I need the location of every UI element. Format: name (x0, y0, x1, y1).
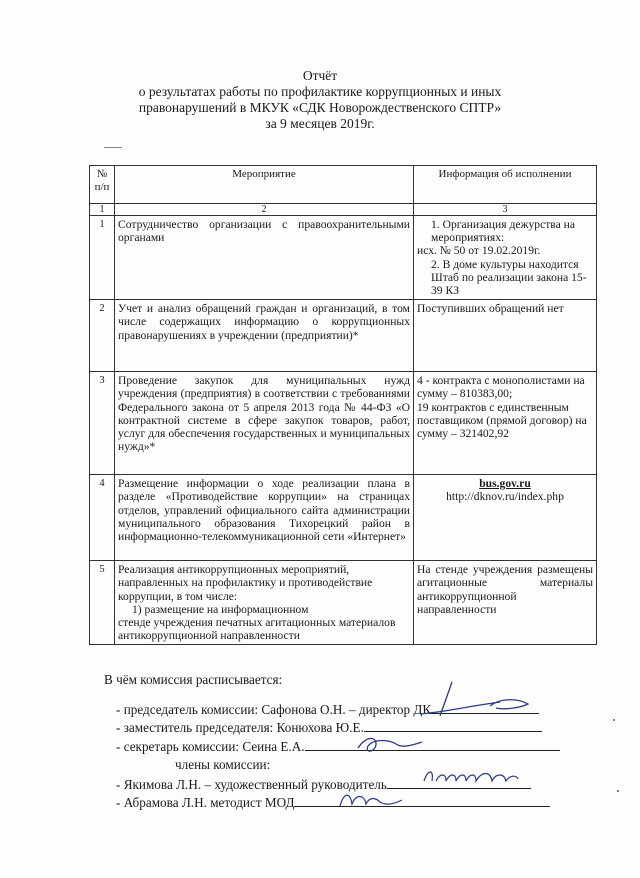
table-row (90, 216, 597, 300)
header-measure: Мероприятие (115, 166, 414, 204)
report-period: за 9 месяцев 2019г. (265, 116, 375, 131)
info-line: bus.gov.ru (479, 477, 531, 491)
signature-line-member-2 (116, 794, 550, 811)
row-measure (115, 561, 414, 645)
table-index-row (90, 204, 597, 216)
signature-label: - Абрамова Л.Н. методист МОД (116, 795, 295, 810)
members-label: члены комиссии: (175, 757, 271, 772)
signature-line-secretary (116, 738, 560, 755)
info-line: 1. Организация дежурства на мероприятиях: (431, 218, 576, 245)
signature-label: - председатель комиссии: Сафонова О.Н. – директор ДК (116, 702, 432, 717)
row-num: 1 (90, 216, 115, 300)
measure-line: стенде учреждения печатных агитационных материалов антикоррупционной направленности (118, 616, 396, 643)
measure-line: Реализация антикоррупционных мероприятий, направленных на профилактику и противодействие коррупции, в том числе: (118, 563, 373, 603)
row-num: 3 (90, 372, 115, 475)
table-row (90, 475, 597, 561)
info-line: Поступивших обращений нет (417, 302, 564, 316)
info-line: исх. № 50 от 19.02.2019г. (417, 244, 541, 258)
report-subtitle-line-1: о результатах работы по профилактике коррупционных и иных (138, 84, 502, 99)
row-info (414, 475, 597, 561)
row-info (414, 300, 597, 372)
signature-label: - секретарь комиссии: Сеина Е.А. (116, 739, 305, 754)
info-line: 2. В доме культуры находится Штаб по реализации закона 15-39 КЗ (431, 257, 587, 298)
measure-line: 1) размещение на информационном (132, 602, 309, 616)
report-title: Отчёт (302, 68, 338, 83)
info-line: На стенде учреждения размещены агитационные материалы антикоррупционной направленности (417, 563, 593, 616)
index-cell: 3 (414, 204, 597, 216)
table-row (90, 372, 597, 475)
header-info: Информация об исполнении (414, 166, 597, 204)
row-measure: Размещение информации о ходе реализации плана в разделе «Противодействие коррупции» на страницах отделов, управлений официального сайта администрации муниципального образования Тихорецкий район в информационно-телекоммуникационной сети «Интернет» (115, 475, 414, 561)
row-info (414, 372, 597, 475)
signature-blank (305, 738, 560, 751)
table-header-row (90, 166, 597, 204)
signature-label: - заместитель председателя: Конюхова Ю.Е. (116, 720, 364, 735)
row-info (414, 561, 597, 645)
row-measure: Проведение закупок для муниципальных нужд учреждения (предприятия) в соответствии с требованиями Федерального закона от 5 апреля 2013 года № 44-ФЗ «О контрактной системе в сфере закупок товаров, работ, услуг для обеспечения государственных и муниципальных нужд»* (115, 372, 414, 475)
row-info (414, 216, 597, 300)
signature-label: - Якимова Л.Н. – художественный руководитель (116, 777, 387, 792)
index-cell: 1 (90, 204, 115, 216)
handwritten-signature-secretary (352, 730, 432, 758)
scan-speck (617, 790, 619, 792)
handwritten-signature-member-2 (336, 786, 406, 814)
scan-mark (104, 147, 122, 148)
handwritten-signature-member-1 (418, 763, 528, 789)
table-row (90, 300, 597, 372)
row-measure: Сотрудничество организации с правоохранительными органами (115, 216, 414, 300)
report-table (89, 165, 597, 645)
scan-speck (613, 719, 615, 721)
header-num: № п/п (90, 166, 115, 204)
table-row (90, 561, 597, 645)
index-cell: 2 (115, 204, 414, 216)
row-num: 4 (90, 475, 115, 561)
row-measure: Учет и анализ обращений граждан и организаций, в том числе содержащих информацию о коррупционных правонарушениях в учреждении (предприятии)* (115, 300, 414, 372)
signature-blank (294, 794, 550, 807)
row-num: 5 (90, 561, 115, 645)
info-line: http://dknov.ru/index.php (446, 490, 564, 504)
row-num: 2 (90, 300, 115, 372)
info-line: 4 - контракта с монополистами на сумму – 810383,00; (417, 374, 585, 401)
report-subtitle-line-2: правонарушений в МКУК «СДК Новорождественского СПТР» (138, 100, 502, 115)
signatures-intro: В чём комиссия расписывается: (104, 672, 283, 687)
info-line: 19 контрактов с единственным поставщиком (прямой договор) на сумму – 321402,92 (417, 400, 587, 441)
handwritten-signature-chair (400, 676, 550, 724)
